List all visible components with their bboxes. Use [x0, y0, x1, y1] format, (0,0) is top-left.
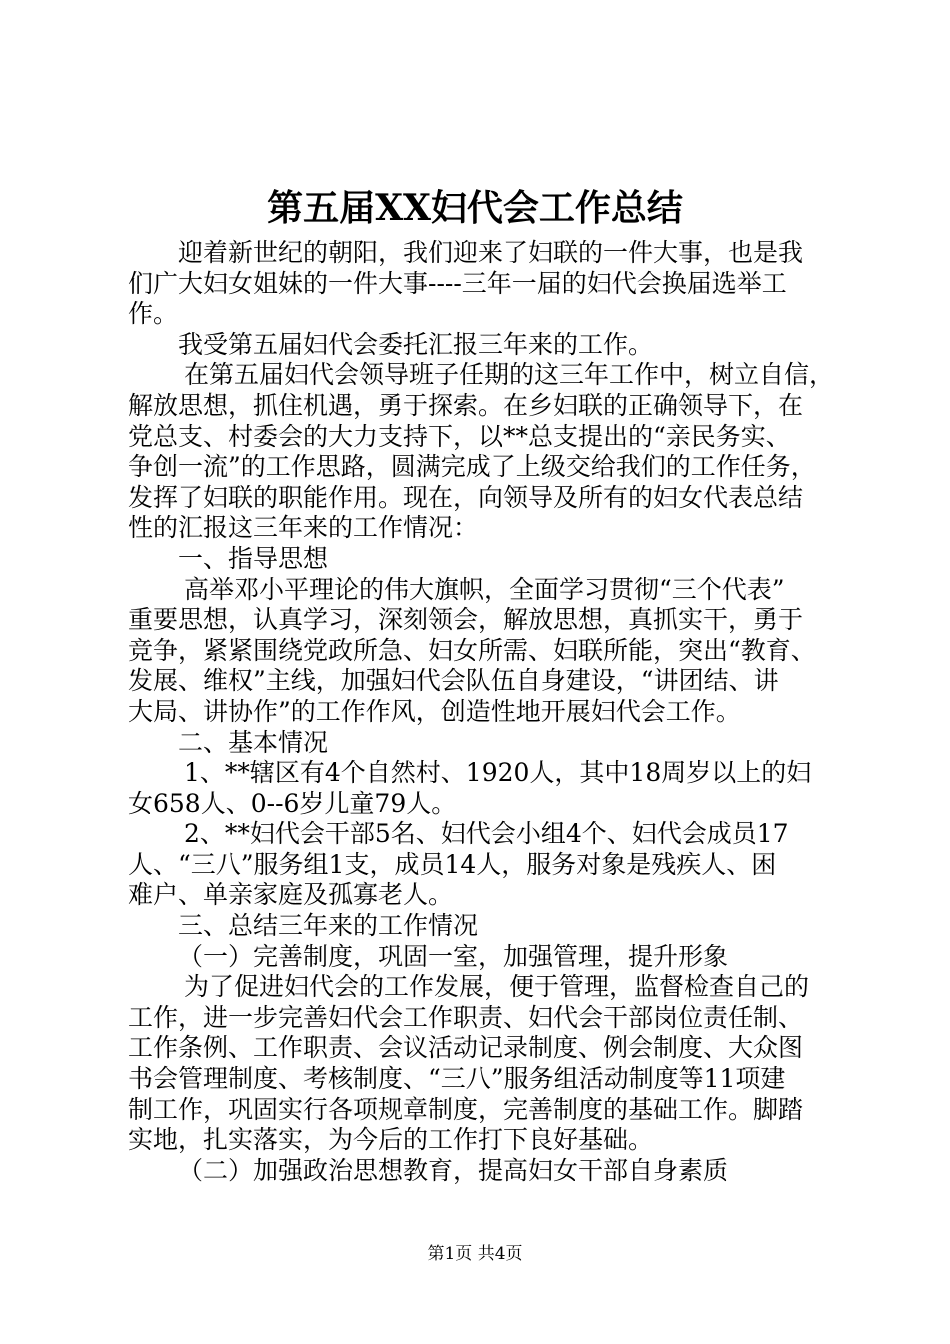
subsection-heading: （二）加强政治思想教育，提高妇女干部自身素质 [178, 1155, 729, 1185]
body-line: 解放思想，抓住机遇，勇于探索。在乡妇联的正确领导下，在 [128, 390, 804, 420]
body-line: 发展、维权”主线，加强妇代会队伍自身建设，“讲团结、讲 [128, 666, 779, 696]
body-line: 难户、单亲家庭及孤寡老人。 [128, 880, 454, 910]
body-line: 人、“三八”服务组1支，成员14人，服务对象是残疾人、困 [128, 849, 777, 879]
body-line: 实地，扎实落实，为今后的工作打下良好基础。 [128, 1125, 654, 1155]
section-heading: 三、总结三年来的工作情况 [178, 911, 479, 941]
body-line: 1、**辖区有4个自然村、1920人，其中18周岁以上的妇 [184, 758, 812, 788]
body-line: 发挥了妇联的职能作用。现在，向领导及所有的妇女代表总结 [128, 482, 804, 512]
document-body [128, 238, 838, 1186]
body-line: 竞争，紧紧围绕党政所急、妇女所需、妇联所能，突出“教育、 [128, 635, 816, 665]
body-line: 作。 [128, 299, 179, 329]
document-title: 第五届XX妇代会工作总结 [267, 187, 683, 229]
body-line: 工作条例、工作职责、会议活动记录制度、例会制度、大众图 [128, 1033, 804, 1063]
body-line: 性的汇报这三年来的工作情况： [128, 513, 479, 543]
body-line: 书会管理制度、考核制度、“三八”服务组活动制度等11项建 [128, 1064, 786, 1094]
body-line: 重要思想，认真学习，深刻领会，解放思想，真抓实干，勇于 [128, 605, 804, 635]
body-line: 党总支、村委会的大力支持下，以**总支提出的“亲民务实、 [128, 421, 791, 451]
body-line: 们广大妇女姐妹的一件大事----三年一届的妇代会换届选举工 [128, 268, 787, 298]
body-line: 工作，进一步完善妇代会工作职责、妇代会干部岗位责任制、 [128, 1002, 804, 1032]
body-line: 争创一流”的工作思路，圆满完成了上级交给我们的工作任务， [128, 452, 816, 482]
body-line: 迎着新世纪的朝阳，我们迎来了妇联的一件大事，也是我 [178, 238, 804, 267]
body-line: 制工作，巩固实行各项规章制度，完善制度的基础工作。脚踏 [128, 1094, 804, 1124]
body-line: 为了促进妇代会的工作发展，便于管理，监督检查自己的 [184, 972, 810, 1002]
body-line: 女658人、0--6岁儿童79人。 [128, 788, 457, 818]
body-line: 我受第五届妇代会委托汇报三年来的工作。 [178, 329, 654, 359]
page-footer: 第1页 共4页 [427, 1244, 523, 1264]
body-line: 高举邓小平理论的伟大旗帜，全面学习贯彻“三个代表” [184, 574, 785, 604]
body-line: 大局、讲协作”的工作作风，创造性地开展妇代会工作。 [128, 696, 741, 726]
body-line: 在第五届妇代会领导班子任期的这三年工作中，树立自信， [184, 360, 835, 390]
section-heading: 二、基本情况 [178, 727, 329, 757]
body-line: 2、**妇代会干部5名、妇代会小组4个、妇代会成员17 [184, 819, 789, 849]
subsection-heading: （一）完善制度，巩固一室，加强管理，提升形象 [178, 941, 729, 971]
section-heading: 一、指导思想 [178, 543, 329, 573]
